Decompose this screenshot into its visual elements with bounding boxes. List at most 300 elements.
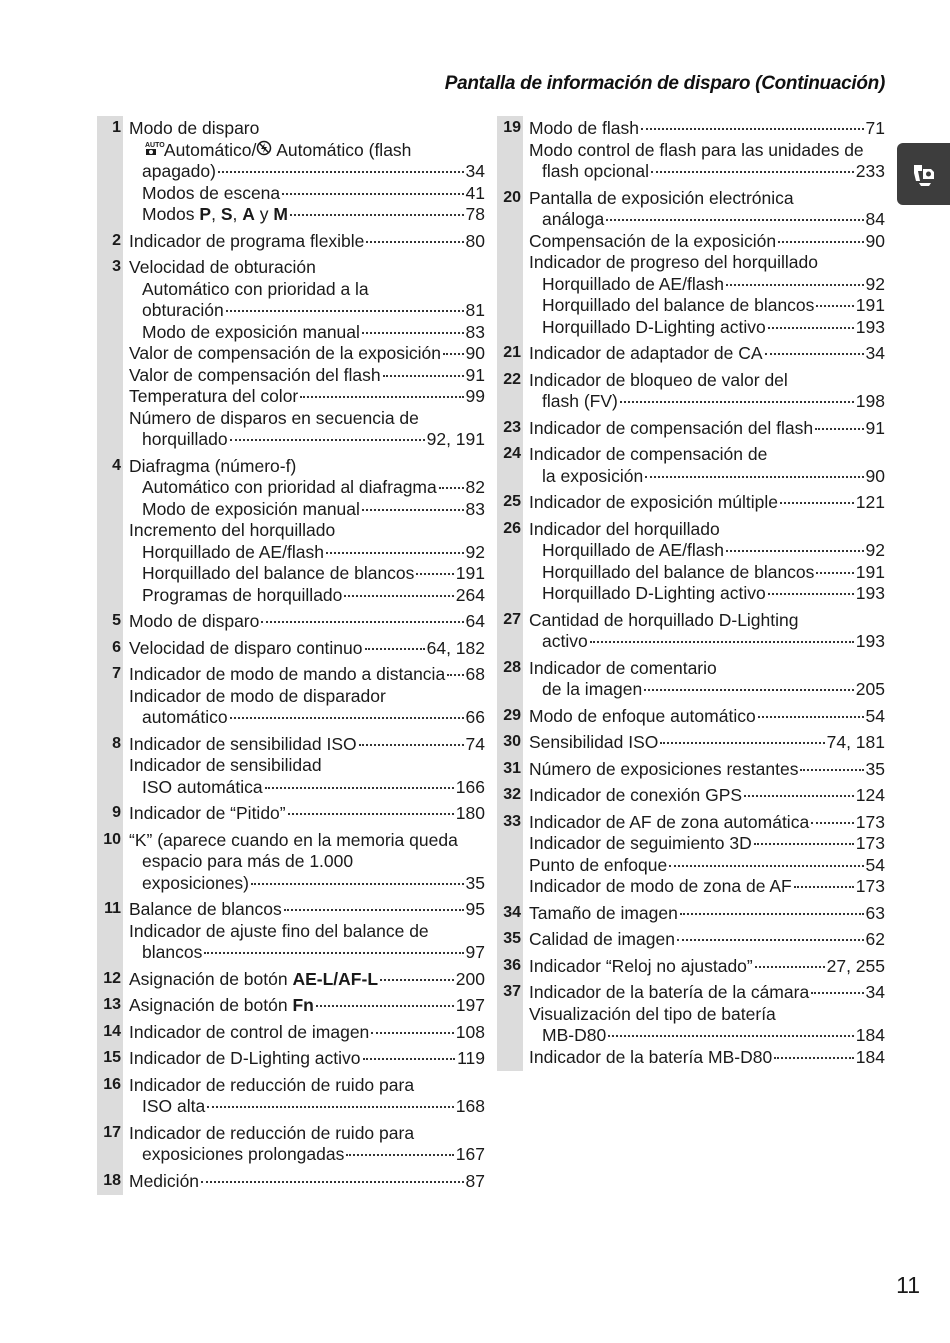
index-entry [97,801,485,828]
entry-text: la exposición [542,465,644,486]
dot-leader [284,909,464,911]
entry-text: Indicador de exposición múltiple [529,492,779,512]
index-entry [97,662,485,732]
page-reference: 81 [465,300,485,320]
dot-leader [201,1181,463,1183]
dot-leader [380,979,454,981]
entry-number: 15 [97,1046,123,1073]
dot-leader [816,305,853,307]
dot-leader [316,1005,454,1007]
entry-text: Modo de exposición manual [142,498,360,519]
entry-text: Incremento del horquillado [129,520,336,540]
entry-line [129,942,485,964]
entry-line [529,343,885,365]
entry-text: Horquillado del balance de blancos [142,563,415,583]
entry-text: Indicador de sensibilidad [129,755,322,775]
entry-line [129,873,485,895]
dot-leader [758,716,864,718]
page-reference: 90 [465,343,485,363]
dot-leader [644,689,854,691]
page-reference: 173 [855,811,885,832]
index-entry [497,980,885,1071]
entry-line [529,929,885,951]
entry-text: Indicador “Reloj no ajustado” [529,955,753,976]
index-entry [97,732,485,802]
dot-leader [282,193,463,195]
entry-text: Indicador de adaptador de CA [529,343,763,363]
dot-leader [226,310,464,312]
entry-text: Medición [129,1170,200,1191]
entry-line [529,444,885,466]
entry-number: 19 [497,116,523,186]
dot-leader [677,939,864,941]
dot-leader [768,593,854,595]
entry-line [529,161,885,183]
entry-text: exposiciones prolongadas [142,1144,345,1164]
page-reference: 197 [455,995,485,1015]
dot-leader [230,717,464,719]
dot-leader [651,171,854,173]
entry-text: Velocidad de obturación [129,257,316,277]
entry-text: flash (FV) [542,391,618,411]
entry-text: Horquillado de AE/flash [542,540,724,560]
entry-line [529,956,885,978]
entry-text: Asignación de botón Fn [129,995,314,1015]
index-entry [497,730,885,757]
entry-line [129,1171,485,1193]
entry-text: Horquillado de AE/flash [142,541,324,562]
entry-text: Indicador de AF de zona automática [529,811,810,832]
entry-line [529,855,885,877]
right-column [497,116,885,1071]
index-entry [497,517,885,608]
entry-line [529,1047,885,1069]
page-reference: 99 [465,386,485,406]
entry-line [529,1004,885,1026]
flash-off-icon [256,140,272,162]
entry-line [529,519,885,541]
entry-number: 28 [497,656,523,704]
entry-line [529,188,885,210]
entry-line [529,785,885,807]
entry-line [529,274,885,296]
entry-line [529,562,885,584]
entry-line [529,317,885,339]
entry-text: Tamaño de imagen [529,902,678,923]
page-reference: 166 [455,776,485,797]
entry-text: Indicador de reducción de ruido para [129,1122,415,1143]
page-reference: 264 [455,584,485,605]
entry-line [129,1123,485,1145]
page-reference: 167 [455,1144,485,1164]
entry-number: 2 [97,229,123,256]
entry-text: Indicador de compensación del flash [529,417,814,438]
entry-line [129,851,485,873]
dot-leader [204,952,463,954]
entry-line [529,610,885,632]
page-reference: 121 [855,492,885,512]
page-reference: 54 [865,705,885,726]
page-reference: 97 [465,942,485,962]
entry-number: 11 [97,897,123,967]
dot-leader [265,787,454,789]
entry-text: Indicador de “Pitido” [129,803,286,823]
entry-text: Calidad de imagen [529,929,675,949]
entry-text: Número de exposiciones restantes [529,758,799,779]
entry-text: Modo de disparo [129,118,260,138]
index-entry [497,656,885,704]
entry-line [129,1075,485,1097]
entry-line [529,583,885,605]
dot-leader [669,865,863,867]
dot-leader [230,439,425,441]
entry-number: 25 [497,490,523,517]
page-reference: 184 [855,1025,885,1045]
index-entry [497,368,885,416]
page-reference: 191 [855,295,885,315]
dot-leader [754,843,854,845]
index-entry [97,1073,485,1121]
entry-number: 13 [97,993,123,1020]
index-entry [97,828,485,898]
page-reference: 191 [855,561,885,582]
page-reference: 84 [865,209,885,229]
index-entry [497,810,885,901]
entry-number: 24 [497,442,523,490]
entry-text: Modos P, S, A y M [142,204,288,224]
dot-leader [363,1058,456,1060]
page-reference: 193 [855,631,885,651]
dot-leader [416,573,453,575]
dot-leader [443,353,464,355]
entry-line [129,830,485,852]
dot-leader [366,241,463,243]
dot-leader [288,813,454,815]
index-entry [97,454,485,610]
page-reference: 200 [455,968,485,989]
entry-line [129,755,485,777]
entry-text: ISO alta [142,1096,206,1116]
dot-leader [383,375,464,377]
svg-text:AUTO: AUTO [145,141,165,149]
page-reference: 193 [855,316,885,337]
entry-line [129,995,485,1017]
entry-text: Horquillado de AE/flash [542,273,724,294]
entry-text: análoga [542,209,605,229]
entry-line [129,686,485,708]
page-reference: 62 [865,929,885,949]
entry-number: 23 [497,416,523,443]
entry-text: Visualización del tipo de batería [529,1003,776,1024]
dot-leader [620,401,854,403]
entry-number: 21 [497,341,523,368]
page-reference: 91 [465,364,485,385]
dot-leader [768,327,854,329]
dot-leader [641,128,864,130]
dot-leader [774,1057,854,1059]
dot-leader [344,595,453,597]
entry-text: Modo de enfoque automático [529,705,756,726]
entry-number: 29 [497,704,523,731]
page-reference: 41 [465,182,485,203]
entry-text: Horquillado del balance de blancos [542,561,815,582]
entry-line [129,1022,485,1044]
page-reference: 80 [465,230,485,251]
page-reference: 92 [465,541,485,562]
entry-line [129,499,485,521]
entry-line [129,408,485,430]
page-number: 11 [896,1272,920,1298]
entry-line [129,429,485,451]
dot-leader [439,487,464,489]
dot-leader [726,550,864,552]
entry-line [529,1025,885,1047]
entry-line [129,204,485,226]
dot-leader [326,552,464,554]
page-reference: 68 [465,664,485,684]
entry-line [129,322,485,344]
entry-text: Indicador del horquillado [529,518,720,539]
entry-line [129,231,485,253]
index-entry [97,897,485,967]
entry-line [129,520,485,542]
entry-line [129,1144,485,1166]
page-reference: 119 [457,1048,485,1068]
entry-line [529,466,885,488]
entry-line [529,118,885,140]
index-entry [497,416,885,443]
entry-text: Valor de compensación de la exposición [129,343,441,363]
entry-text: obturación [142,300,224,320]
entry-line [529,492,885,514]
page-reference: 71 [865,118,885,138]
entry-line [129,1096,485,1118]
entry-text: Compensación de la exposición [529,230,777,251]
entry-line [529,370,885,392]
dot-leader [346,1154,453,1156]
entry-text: “K” (aparece cuando en la memoria queda [129,829,458,850]
page-reference: 90 [865,465,885,486]
entry-number: 9 [97,801,123,828]
entry-line [129,611,485,633]
entry-line [129,734,485,756]
entry-line [129,257,485,279]
entry-number: 36 [497,954,523,981]
entry-line [129,183,485,205]
page-reference: 180 [455,803,485,823]
entry-text: Indicador de bloqueo de valor del [529,369,788,390]
entry-text: espacio para más de 1.000 [142,851,354,871]
dot-leader [359,744,464,746]
entry-line [129,585,485,607]
dot-leader [300,396,463,398]
page-reference: 34 [465,161,485,181]
entry-text: Indicador de conexión GPS [529,785,743,805]
entry-text: Número de disparos en secuencia de [129,407,419,428]
index-entry [97,229,485,256]
entry-text: Indicador de compensación de [529,444,768,464]
entry-line [529,418,885,440]
page-reference: 198 [855,391,885,411]
dot-leader [680,913,864,915]
dot-leader [251,883,464,885]
index-entry [97,116,485,229]
entry-text: activo [542,631,588,651]
entry-text: Indicador de programa flexible [129,230,365,251]
entry-text: Modo de disparo [129,611,260,631]
entry-text: Modo de exposición manual [142,321,360,342]
entry-text: Indicador de modo de zona de AF [529,876,792,896]
entry-line [129,118,485,140]
page-reference: 92 [865,273,885,294]
entry-text: de la imagen [542,679,643,699]
page-reference: 108 [455,1021,485,1042]
entry-text: exposiciones) [142,872,249,893]
entry-text: Indicador de la batería MB-D80 [529,1046,773,1067]
entry-text: Indicador de la batería de la cámara [529,982,810,1002]
entry-text: Programas de horquillado [142,584,343,605]
entry-line [129,921,485,943]
entry-text: Punto de enfoque [529,854,668,875]
entry-number: 5 [97,609,123,636]
page-reference: 54 [865,854,885,875]
entry-number: 8 [97,732,123,802]
entry-line [529,679,885,701]
dot-leader [645,476,863,478]
index-entry [97,609,485,636]
page-reference: 92, 191 [426,429,485,449]
entry-line [529,209,885,231]
index-entry [497,704,885,731]
index-entry [97,1169,485,1196]
entry-number: 32 [497,783,523,810]
page-reference: 90 [865,230,885,251]
entry-number: 34 [497,901,523,928]
entry-text: Velocidad de disparo continuo [129,637,363,658]
dot-leader [590,641,854,643]
index-entry [497,341,885,368]
entry-text: Diafragma (número-f) [129,455,297,476]
page-reference: 173 [855,833,885,853]
entry-line [529,732,885,754]
index-entry [97,993,485,1020]
auto-mode-icon [142,140,165,162]
entry-line [529,876,885,898]
entry-text: Horquillado del balance de blancos [542,295,815,315]
page-reference: 64 [465,611,485,631]
page-reference: 27, 255 [826,955,885,976]
index-entry [497,757,885,784]
entry-line [129,140,485,162]
dot-leader [362,509,464,511]
entry-line [529,140,885,162]
entry-text: Automático con prioridad al diafragma [142,477,437,497]
index-entry [97,1046,485,1073]
page-reference: 124 [855,785,885,805]
entry-text: blancos [142,942,203,962]
index-entry [497,954,885,981]
page-reference: 233 [855,161,885,181]
entry-line [529,759,885,781]
dot-leader [744,795,854,797]
dot-leader [811,822,854,824]
page-reference: 82 [465,477,485,497]
entry-text: Indicador de sensibilidad ISO [129,733,357,754]
entry-text: Indicador de ajuste fino del balance de [129,920,429,941]
entry-number: 18 [97,1169,123,1196]
entry-text: Indicador de control de imagen [129,1021,370,1042]
dot-leader [780,502,854,504]
index-entry [497,927,885,954]
entry-line [529,391,885,413]
entry-text: Balance de blancos [129,899,282,919]
page-reference: 74, 181 [826,732,885,752]
entry-number: 33 [497,810,523,901]
page-reference: 35 [865,758,885,779]
page-reference: 78 [465,204,485,224]
index-entry [497,442,885,490]
entry-number: 22 [497,368,523,416]
entry-text: Pantalla de exposición electrónica [529,187,794,208]
entry-number: 12 [97,967,123,994]
page-reference: 64, 182 [426,637,485,658]
entry-line [529,812,885,834]
dot-leader [207,1106,454,1108]
entry-line [129,365,485,387]
entry-text: Indicador de modo de mando a distancia [129,664,446,684]
entry-text: ISO automática [142,776,263,797]
entry-line [529,252,885,274]
entry-number: 14 [97,1020,123,1047]
entry-number: 20 [497,186,523,342]
entry-number: 3 [97,255,123,454]
page-reference: 35 [465,872,485,893]
page-reference: 83 [465,498,485,519]
page-reference: 193 [855,583,885,603]
index-entry [497,783,885,810]
entry-line [129,279,485,301]
entry-line [129,707,485,729]
entry-number: 27 [497,608,523,656]
entry-text: automático [142,707,228,727]
section-tab [897,143,950,205]
entry-text: Indicador de comentario [529,657,717,678]
entry-line [129,899,485,921]
entry-line [129,777,485,799]
entry-text: Cantidad de horquillado D-Lighting [529,609,799,630]
entry-text: apagado) [142,161,216,181]
page-reference: 168 [455,1096,485,1116]
entry-text: Asignación de botón AE-L/AF-L [129,968,379,989]
entry-number: 37 [497,980,523,1071]
dot-leader [800,769,863,771]
dot-leader [765,353,864,355]
index-entry [497,901,885,928]
entry-text: Modos de escena [142,182,281,203]
page-reference: 63 [865,902,885,923]
dot-leader [726,284,864,286]
entry-line [129,386,485,408]
entry-number: 10 [97,828,123,898]
entry-text: Sensibilidad ISO [529,732,659,752]
dot-leader [794,886,854,888]
entry-line [129,477,485,499]
entry-number: 6 [97,636,123,663]
entry-text: MB-D80 [542,1025,607,1045]
entry-line [529,540,885,562]
entry-line [129,542,485,564]
index-entry [497,608,885,656]
